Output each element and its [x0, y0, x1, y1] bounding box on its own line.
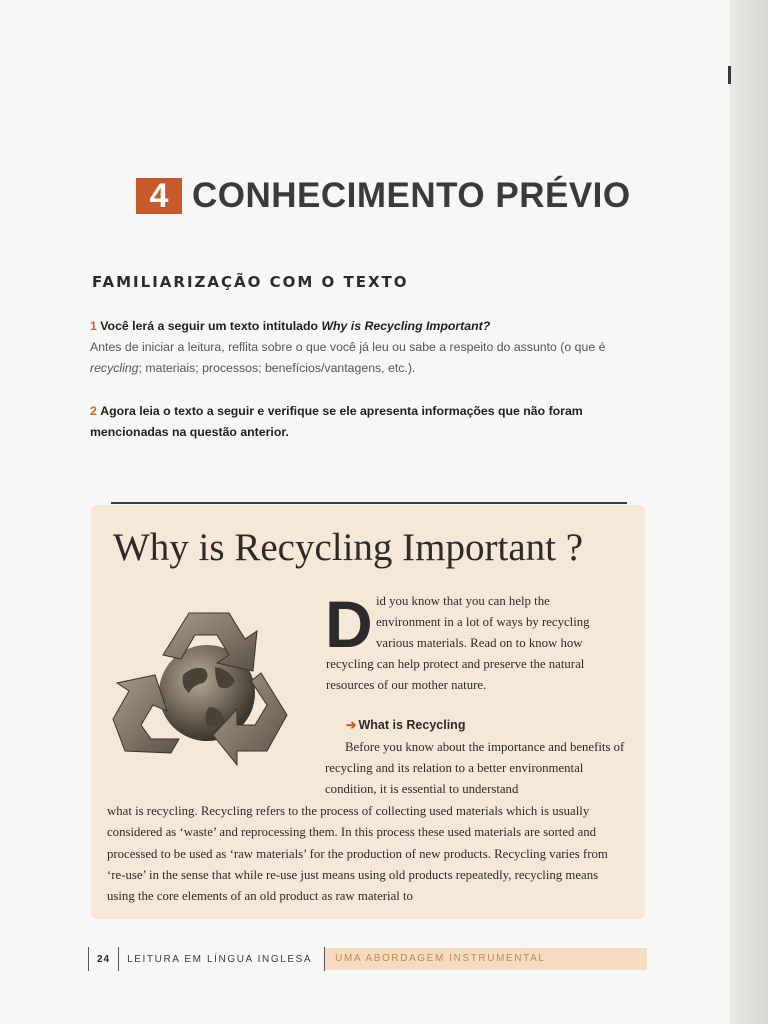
footer-divider: [88, 947, 89, 971]
article-paragraph-2: what is recycling. Recycling refers to the process of collecting used materials which is usually considered as ‘waste’ and reprocessing them. In this process these used materials are sorted and processed to be used as ‘raw materials’ for the production of new products. Recycling varies from ‘re-use’ in the sense that while re-use just means using old products repeatedly, recycling means using the core elements of an old product as raw material to: [107, 804, 608, 904]
question-2-text: Agora leia o texto a seguir e verifique se ele apresenta informações que não foram mencionadas na questão anterior.: [90, 404, 583, 439]
section-heading: [136, 176, 631, 216]
footer-divider: [118, 947, 119, 971]
book-subtitle: UMA ABORDAGEM INSTRUMENTAL: [325, 948, 647, 970]
section-number-badge: 4: [136, 178, 182, 214]
page-footer: [88, 946, 647, 972]
arrow-icon: ➔: [346, 718, 357, 732]
intro-line-3: various materials. Read on to know how: [376, 636, 583, 650]
question-2: [90, 401, 650, 443]
page-edge-mark: [728, 66, 731, 84]
page-number: 24: [97, 953, 111, 965]
drop-cap: D: [325, 587, 373, 661]
what-heading-text: What is Recycling: [358, 718, 466, 732]
book-title: LEITURA EM LÍNGUA INGLESA: [127, 953, 313, 965]
question-1-body-start: Antes de iniciar a leitura, reflita sobre o que você já leu ou sabe a respeito do assunto (o que é: [90, 340, 606, 354]
page-edge-shadow: [730, 0, 768, 1024]
question-1-body-italic: recycling: [90, 361, 139, 375]
intro-rest: recycling can help protect and preserve the natural resources of our mother nature.: [326, 657, 585, 692]
section-title: CONHECIMENTO PRÉVIO: [192, 176, 631, 215]
question-1-lead: Você lerá a seguir um texto intitulado: [100, 319, 322, 333]
question-1: [90, 316, 650, 379]
question-1-body-end: ; materiais; processos; benefícios/vantagens, etc.).: [138, 361, 416, 375]
subheading: FAMILIARIZAÇÃO COM O TEXTO: [92, 273, 409, 291]
question-1-lead-title: Why is Recycling Important?: [321, 319, 491, 333]
what-is-recycling-heading: [346, 717, 465, 732]
article-intro: [325, 587, 626, 696]
paragraph-1-text: Before you know about the importance and benefits of recycling and its relation to a better environmental condition, it is essential to understand: [325, 740, 625, 796]
article-card: [91, 505, 645, 919]
question-1-number: 1: [90, 319, 97, 333]
question-2-number: 2: [90, 404, 97, 418]
recycle-globe-icon: [111, 597, 301, 783]
article-paragraph-1: [325, 737, 630, 800]
article-title: Why is Recycling Important ?: [113, 526, 584, 569]
divider: [111, 502, 627, 504]
intro-line-1: id you know that you can help the: [376, 594, 550, 608]
intro-line-2: environment in a lot of ways by recycling: [376, 615, 590, 629]
